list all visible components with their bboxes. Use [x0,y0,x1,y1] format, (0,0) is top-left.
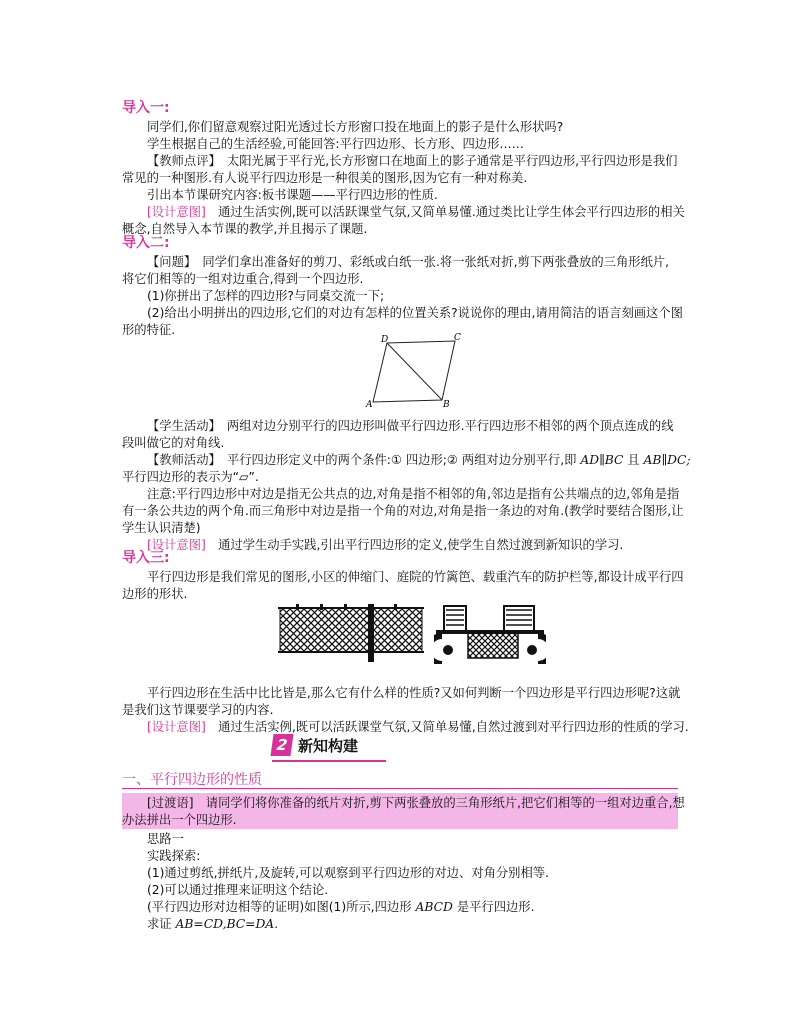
intro1-design-line2: 概念,自然导入本节课的教学,并且揭示了课题. [122,222,368,236]
math-ab-dc: AB∥DC; [643,453,691,467]
explore-item2: (2)可以通过推理来证明这个结论. [147,883,329,897]
intro2-teacher-line1 [147,452,691,468]
transition-text: 请同学们将你准备的纸片对折,剪下两张叠放的三角形纸片,把它们相等的一组对边重合,想 [193,796,685,810]
section-number-badge: 2 [270,734,293,756]
explore-item1: (1)通过剪纸,拼纸片,及旋转,可以观察到平行四边形的对边、对角分别相等. [147,866,549,880]
math-abcd: ABCD [415,900,453,914]
intro1-design-line1 [147,204,685,220]
transition-line1 [147,795,685,811]
intro2-design [147,537,623,553]
prove-label: 求证 [147,917,176,931]
intro1-answer: 学生根据自己的生活经验,可能回答:平行四边形、长方形、四边形…… [147,137,524,151]
transition-tag: [过渡语] [147,796,194,810]
prove-statement [147,916,278,932]
teacher-and: 且 [623,453,644,467]
intro2-question2-line1: (2)给出小明拼出的四边形,它们的对边有怎样的位置关系?说说你的理由,请用简洁的语言刻画这个图 [147,306,683,320]
part1-title: 一、平行四边形的性质 [122,772,262,788]
vertex-label-d: D [381,335,389,345]
math-ad-bc: AD∥BC [580,453,624,467]
intro1-topic: 引出本节课研究内容:板书课题——平行四边形的性质. [147,188,438,202]
design-intent-text: 通过生活实例,既可以活跃课堂气氛,又简单易懂.通过类比让学生体会平行四边形的相关 [205,205,685,219]
section-heading [272,734,358,758]
truck-guard-illustration [434,602,546,664]
section-title: 新知构建 [298,736,359,755]
intro2-problem-line1: 【问题】 同学们拿出准备好的剪刀、彩纸或白纸一张.将一张纸对折,剪下两张叠放的三角形纸片, [147,255,670,269]
design-intent-tag: [设计意图] [147,538,206,552]
intro1-question: 同学们,你们留意观察过阳光透过长方形窗口投在地面上的影子是什么形状吗? [147,120,564,134]
intro2-activity-line2: 段叫做它的对角线. [122,436,225,450]
teacher-text: 【教师活动】 平行四边形定义中的两个条件:① 四边形;② 两组对边分别平行,即 [147,453,581,467]
design-intent-tag: [设计意图] [147,720,206,734]
vertex-label-b: B [443,400,450,410]
intro2-question2-line2: 形的特征. [122,323,176,337]
intro3-para2-line2: 是我们这节课要学习的内容. [122,703,274,717]
intro2-note-line3: 学生认识清楚) [122,521,201,535]
intro2-note-line1: 注意:平行四边形中对边是指无公共点的边,对角是指不相邻的角,邻边是指有公共端点的边,邻角是指 [147,487,680,501]
idea-label: 思路一 [147,832,184,846]
part1-underline [122,788,678,789]
intro1-comment-line2: 常见的一种图形.有人说平行四边形是一种很美的图形,因为它有一种对称美. [122,171,528,185]
design-intent-text: 通过生活实例,既可以活跃课堂气氛,又简单易懂,自然过渡到对平行四边形的性质的学习. [205,720,689,734]
proof-statement [147,899,535,915]
intro2-activity-line1: 【学生活动】 两组对边分别平行的四边形叫做平行四边形.平行四边形不相邻的两个顶点连成的线 [147,419,674,433]
intro3-heading: 导入三: [122,550,170,566]
parallelogram-figure [360,330,470,410]
proof-text-end: 是平行四边形. [452,900,535,914]
parallelogram-diagonal [387,343,442,400]
design-intent-tag: [设计意图] [147,205,206,219]
intro1-comment-line1: 【教师点评】 太阳光属于平行光,长方形窗口在地面上的影子通常是平行四边形,平行四边形是我们 [147,154,678,168]
intro2-problem-line2: 将它们相等的一组对边重合,得到一个四边形. [122,272,364,286]
transition-line2: 办法拼出一个四边形. [122,813,237,827]
intro2-heading: 导入二: [122,235,170,251]
proof-text: (平行四边形对边相等的证明)如图(1)所示,四边形 [147,900,416,914]
vertex-label-c: C [454,333,461,343]
intro3-design [147,719,689,735]
math-equalities: AB=CD,BC=DA. [175,917,279,931]
intro3-para1-line2: 边形的形状. [122,587,188,601]
vertex-label-a: A [366,400,373,410]
intro2-teacher-line2: 平行四边形的表示为“▱”. [122,470,259,484]
intro1-heading: 导入一: [122,100,170,116]
intro3-para2-line1: 平行四边形在生活中比比皆是,那么它有什么样的性质?又如何判断一个四边形是平行四边形呢?这就 [147,686,681,700]
intro3-para1-line1: 平行四边形是我们常见的图形,小区的伸缩门、庭院的竹篱笆、载重汽车的防护栏等,都设计成平行四 [147,570,684,584]
lattice-fence-illustration [276,602,426,664]
intro2-question1: (1)你拼出了怎样的四边形?与同桌交流一下; [147,289,385,303]
design-intent-text: 通过学生动手实践,引出平行四边形的定义,使学生自然过渡到新知识的学习. [205,538,624,552]
section-underline [272,760,386,762]
intro2-note-line2: 有一条公共边的两个角.而三角形中对边是指一个角的对边,对角是指一条边的对角.(教学时要结合图形,让 [122,504,684,518]
explore-label: 实践探索: [147,849,201,863]
